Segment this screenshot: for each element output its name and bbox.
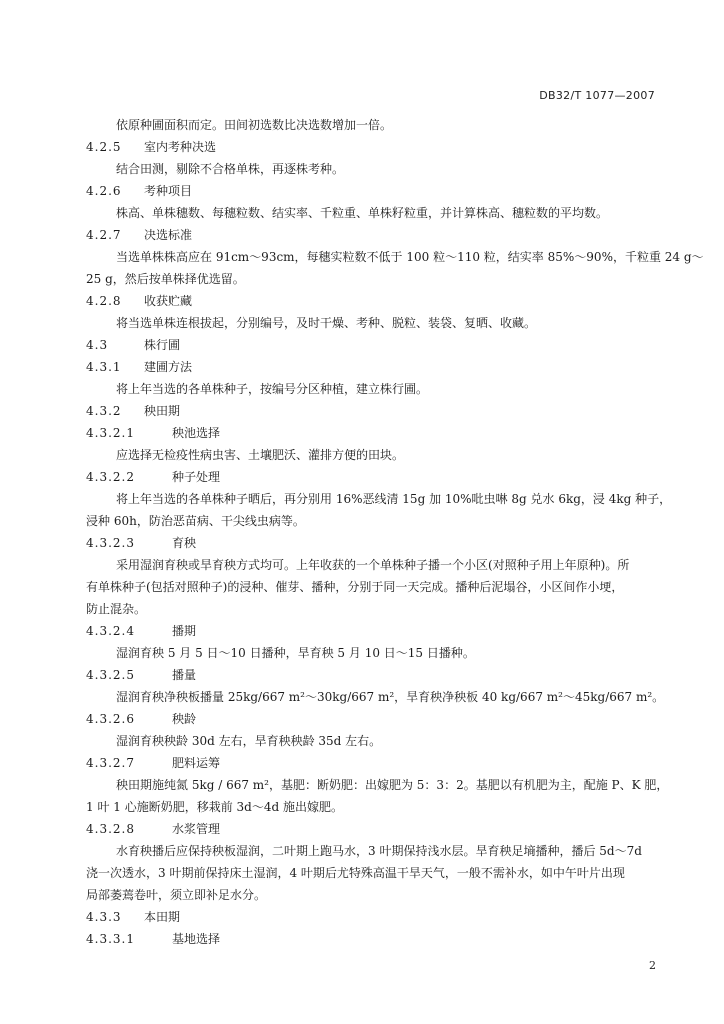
section-title: 决选标准 bbox=[144, 228, 193, 242]
section-title: 育秧 bbox=[172, 536, 197, 550]
section-number: 4.3.2.2 bbox=[86, 470, 135, 484]
section-heading-4-2-8 bbox=[86, 293, 192, 309]
paragraph-line: 采用湿润育秧或旱育秧方式均可。上年收获的一个单株种子播一个小区(对照种子用上年原种)。所 bbox=[116, 558, 630, 572]
section-heading-4-3-2-2 bbox=[86, 469, 220, 485]
section-number: 4.3.2.7 bbox=[86, 756, 135, 770]
paragraph-line: 湿润育秧 5 月 5 日～10 日播种，旱育秧 5 月 10 日～15 日播种。 bbox=[116, 646, 475, 660]
paragraph-line: 湿润育秧秧龄 30d 左右，旱育秧秧龄 35d 左右。 bbox=[116, 734, 382, 748]
section-title: 建圃方法 bbox=[144, 360, 193, 374]
section-number: 4.3.3.1 bbox=[86, 932, 135, 946]
paragraph-line: 将上年当选的各单株种子，按编号分区种植，建立株行圃。 bbox=[116, 382, 429, 396]
section-title: 室内考种决选 bbox=[144, 140, 217, 154]
section-title: 种子处理 bbox=[172, 470, 221, 484]
section-number: 4.2.6 bbox=[86, 184, 122, 198]
section-title: 秧龄 bbox=[172, 712, 197, 726]
standard-code-header: DB32/T 1077—2007 bbox=[539, 89, 655, 102]
section-number: 4.3.2.3 bbox=[86, 536, 135, 550]
section-number: 4.3.2.1 bbox=[86, 426, 135, 440]
section-heading-4-3-2-4 bbox=[86, 623, 196, 639]
section-number: 4.2.7 bbox=[86, 228, 122, 242]
section-title: 秧池选择 bbox=[172, 426, 221, 440]
section-number: 4.3.1 bbox=[86, 360, 122, 374]
section-number: 4.2.5 bbox=[86, 140, 122, 154]
section-number: 4.3.2.4 bbox=[86, 624, 135, 638]
section-number: 4.3.2.5 bbox=[86, 668, 135, 682]
section-heading-4-3-2-6 bbox=[86, 711, 196, 727]
paragraph-line: 水育秧播后应保持秧板湿润，二叶期上跑马水，3 叶期保持浅水层。旱育秧足墒播种，播后 5d～7d bbox=[116, 844, 642, 858]
section-title: 本田期 bbox=[144, 910, 181, 924]
section-title: 考种项目 bbox=[144, 184, 193, 198]
section-heading-4-3-1 bbox=[86, 359, 192, 375]
section-heading-4-3-2-7 bbox=[86, 755, 220, 771]
section-number: 4.3.2.6 bbox=[86, 712, 135, 726]
section-title: 收获贮藏 bbox=[144, 294, 193, 308]
section-heading-4-3-3 bbox=[86, 909, 180, 925]
section-number: 4.3.2.8 bbox=[86, 822, 135, 836]
paragraph-line: 25 g，然后按单株择优选留。 bbox=[86, 272, 245, 286]
paragraph-line: 应选择无检疫性病虫害、土壤肥沃、灌排方便的田块。 bbox=[116, 448, 405, 462]
section-heading-4-3-2-1 bbox=[86, 425, 220, 441]
section-title: 基地选择 bbox=[172, 932, 221, 946]
paragraph-line: 1 叶 1 心施断奶肥，移栽前 3d～4d 施出嫁肥。 bbox=[86, 800, 343, 814]
section-heading-4-2-7 bbox=[86, 227, 192, 243]
section-heading-4-3-2 bbox=[86, 403, 180, 419]
section-number: 4.3.3 bbox=[86, 910, 122, 924]
paragraph-line: 秧田期施纯氮 5kg / 667 m²，基肥：断奶肥：出嫁肥为 5：3：2。基肥以有机肥为主，配施 P、K 肥， bbox=[116, 778, 669, 792]
section-number: 4.3.2 bbox=[86, 404, 122, 418]
section-number: 4.3 bbox=[86, 338, 109, 352]
section-heading-4-3-2-5 bbox=[86, 667, 196, 683]
paragraph-line: 结合田测，剔除不合格单株，再逐株考种。 bbox=[116, 162, 345, 176]
section-title: 秧田期 bbox=[144, 404, 181, 418]
section-title: 肥料运筹 bbox=[172, 756, 221, 770]
section-heading-4-2-6 bbox=[86, 183, 192, 199]
paragraph-line: 依原种圃面积而定。田间初选数比决选数增加一倍。 bbox=[116, 118, 393, 132]
section-heading-4-3 bbox=[86, 337, 180, 353]
section-heading-4-3-3-1 bbox=[86, 931, 220, 947]
paragraph-line: 有单株种子(包括对照种子)的浸种、催芽、播种，分别于同一天完成。播种后泥塌谷，小区间作小埂， bbox=[86, 580, 624, 594]
paragraph-line: 将当选单株连根拔起，分别编号，及时干燥、考种、脱粒、装袋、复晒、收藏。 bbox=[116, 316, 537, 330]
section-title: 水浆管理 bbox=[172, 822, 221, 836]
section-title: 播期 bbox=[172, 624, 197, 638]
section-heading-4-3-2-3 bbox=[86, 535, 196, 551]
paragraph-line: 防止混杂。 bbox=[86, 602, 147, 616]
section-title: 株行圃 bbox=[144, 338, 181, 352]
paragraph-line: 株高、单株穗数、每穗粒数、结实率、千粒重、单株籽粒重，并计算株高、穗粒数的平均数。 bbox=[116, 206, 609, 220]
paragraph-line: 将上年当选的各单株种子晒后，再分别用 16%恶线清 15g 加 10%吡虫啉 8g 兑水 6kg，浸 4kg 种子， bbox=[116, 492, 672, 506]
section-heading-4-2-5 bbox=[86, 139, 216, 155]
paragraph-line: 局部萎蔫卷叶，须立即补足水分。 bbox=[86, 888, 267, 902]
paragraph-line: 湿润育秧净秧板播量 25kg/667 m²～30kg/667 m²，旱育秧净秧板 40 kg/667 m²～45kg/667 m²。 bbox=[116, 690, 665, 704]
paragraph-line: 浸种 60h，防治恶苗病、干尖线虫病等。 bbox=[86, 514, 305, 528]
section-title: 播量 bbox=[172, 668, 197, 682]
section-number: 4.2.8 bbox=[86, 294, 122, 308]
section-heading-4-3-2-8 bbox=[86, 821, 220, 837]
page-number: 2 bbox=[649, 959, 656, 972]
paragraph-line: 当选单株株高应在 91cm～93cm，每穗实粒数不低于 100 粒～110 粒，结实率 85%～90%，千粒重 24 g～ bbox=[116, 250, 704, 264]
paragraph-line: 浇一次透水，3 叶期前保持床土湿润，4 叶期后尤特殊高温干旱天气，一般不需补水，如中午叶片出现 bbox=[86, 866, 625, 880]
